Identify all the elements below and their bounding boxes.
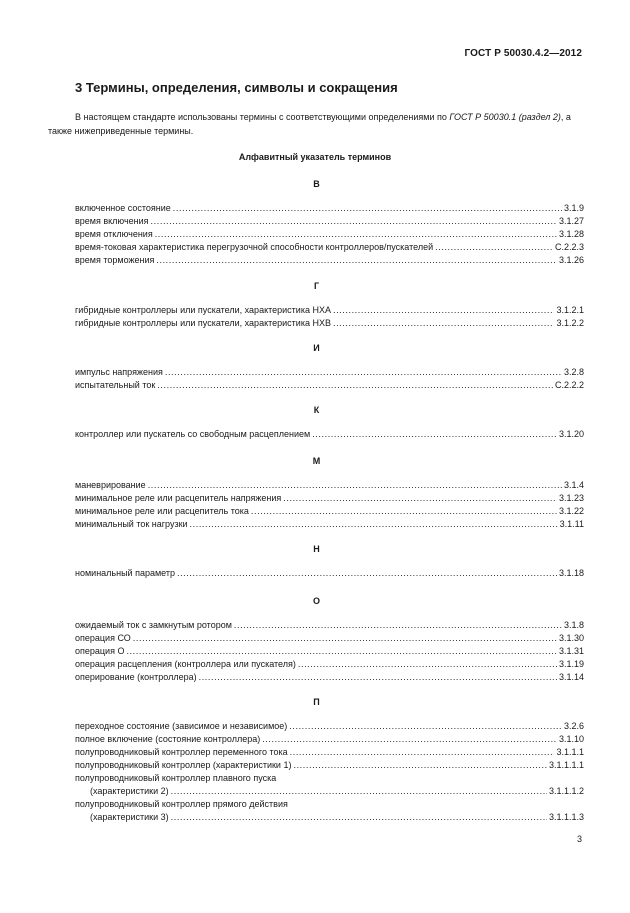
index-entry [75,379,584,392]
index-reference-number: 3.1.22 [558,506,584,516]
index-reference-number: С.2.2.3 [554,242,584,252]
dot-leader [133,632,557,645]
dot-leader [156,254,557,267]
index-term: номинальный параметр [75,568,175,578]
dot-leader [435,241,553,254]
dot-leader [190,518,558,531]
index-entry [75,241,584,254]
dot-leader [283,492,557,505]
index-letter-heading: К [313,405,320,415]
index-reference-number: 3.1.14 [558,672,584,682]
index-reference-number: 3.2.8 [563,367,584,377]
index-entry [90,811,584,824]
dot-leader [312,428,557,441]
index-term: контроллер или пускатель со свободным расцеплением [75,429,311,439]
index-reference-number: 3.1.26 [558,255,584,265]
index-term: переходное состояние (зависимое и независимое) [75,721,288,731]
index-reference-number: 3.1.1.1.1 [548,760,584,770]
dot-leader [251,505,557,518]
index-reference-number: 3.2.6 [563,721,584,731]
index-term: время торможения [75,255,155,265]
index-entry [75,492,584,505]
dot-leader [177,567,557,580]
dot-leader [171,785,547,798]
index-reference-number: 3.1.1.1.3 [548,812,584,822]
dot-leader [293,759,547,772]
index-entry [75,567,584,580]
index-entry [75,518,584,531]
index-reference-number: 3.1.30 [558,633,584,643]
index-reference-number: 3.1.19 [558,659,584,669]
intro-standard-reference: ГОСТ Р 50030.1 (раздел 2) [449,112,561,122]
index-term: минимальное реле или расцепитель тока [75,506,249,516]
index-reference-number: 3.1.20 [558,429,584,439]
index-reference-number: 3.1.2.1 [556,305,584,315]
index-entry [75,658,584,671]
index-term: включенное состояние [75,203,171,213]
index-reference-number: 3.1.1.1.2 [548,786,584,796]
index-title: Алфавитный указатель терминов [238,152,392,162]
document-code: ГОСТ Р 50030.4.2—2012 [464,48,582,59]
index-entry [75,619,584,632]
index-entry [75,479,584,492]
index-entry [75,428,584,441]
index-term: полное включение (состояние контроллера) [75,734,261,744]
index-term: операция О [75,646,125,656]
index-reference-number: 3.1.27 [558,216,584,226]
index-entry [75,215,584,228]
index-term: ожидаемый ток с замкнутым ротором [75,620,232,630]
index-term: (характеристики 2) [90,786,169,796]
index-letter-heading: О [312,596,320,606]
dot-leader [126,645,557,658]
index-letter-heading: Н [313,544,320,554]
index-entry [75,228,584,241]
index-term: полупроводниковый контроллер переменного тока [75,747,288,757]
index-reference-number: 3.1.11 [559,519,584,529]
index-entry [75,671,584,684]
index-letter-heading: П [313,697,320,707]
index-reference-number: 3.1.1.1 [556,747,584,757]
page-number: 3 [576,834,582,844]
dot-leader [171,811,547,824]
index-term: время отключения [75,229,153,239]
index-entry [75,746,584,759]
index-term: полупроводниковый контроллер (характеристики 1) [75,760,292,770]
index-reference-number: 3.1.31 [558,646,584,656]
index-entry [75,632,584,645]
dot-leader [199,671,557,684]
index-term: оперирование (контроллера) [75,672,197,682]
dot-leader [165,366,562,379]
index-reference-number: С.2.2.2 [554,380,584,390]
index-entry [75,759,584,772]
index-entry [75,366,584,379]
dot-leader [151,215,557,228]
dot-leader [148,479,562,492]
dot-leader [289,720,562,733]
index-entry [75,304,584,317]
index-reference-number: 3.1.9 [563,203,584,213]
dot-leader [155,228,557,241]
index-reference-number: 3.1.10 [558,734,584,744]
index-reference-number: 3.1.18 [558,568,584,578]
index-letter-heading: И [313,343,320,353]
index-entry [75,254,584,267]
index-term: маневрирование [75,480,146,490]
index-term: время включения [75,216,149,226]
dot-leader [333,317,555,330]
section-title: 3 Термины, определения, символы и сокращения [75,80,398,95]
intro-text-before: В настоящем стандарте использованы термины с соответствующими определениями по [75,112,450,122]
index-term: гибридные контроллеры или пускатели, характеристика НХВ [75,318,331,328]
index-term: импульс напряжения [75,367,163,377]
index-entry [75,317,584,330]
index-term: время-токовая характеристика перегрузочной способности контроллеров/пускателей [75,242,434,252]
index-term: испытательный ток [75,380,156,390]
index-reference-number: 3.1.23 [558,493,584,503]
index-letter-heading: М [312,456,321,466]
index-term: минимальное реле или расцепитель напряжения [75,493,282,503]
index-letter-heading: В [313,179,320,189]
index-term: минимальный ток нагрузки [75,519,188,529]
index-entry [75,505,584,518]
index-reference-number: 3.1.4 [563,480,584,490]
index-reference-number: 3.1.8 [563,620,584,630]
index-term: (характеристики 3) [90,812,169,822]
index-entry [75,720,584,733]
dot-leader [298,658,557,671]
index-reference-number: 3.1.28 [558,229,584,239]
intro-paragraph [48,110,586,138]
dot-leader [157,379,553,392]
dot-leader [234,619,562,632]
dot-leader [262,733,557,746]
index-term: полупроводниковый контроллер прямого действия [75,799,288,809]
index-entry [75,733,584,746]
index-reference-number: 3.1.2.2 [556,318,584,328]
index-term: полупроводниковый контроллер плавного пуска [75,773,277,783]
index-term: операция расцепления (контроллера или пускателя) [75,659,296,669]
index-entry [75,202,584,215]
index-entry [75,645,584,658]
dot-leader [333,304,555,317]
intro-text-after: , а также нижеприведенные термины. [48,112,571,136]
dot-leader [173,202,562,215]
index-entry [90,785,584,798]
index-term: операция СО [75,633,131,643]
index-term: гибридные контроллеры или пускатели, характеристика НХА [75,305,331,315]
index-letter-heading: Г [313,281,320,291]
dot-leader [290,746,555,759]
